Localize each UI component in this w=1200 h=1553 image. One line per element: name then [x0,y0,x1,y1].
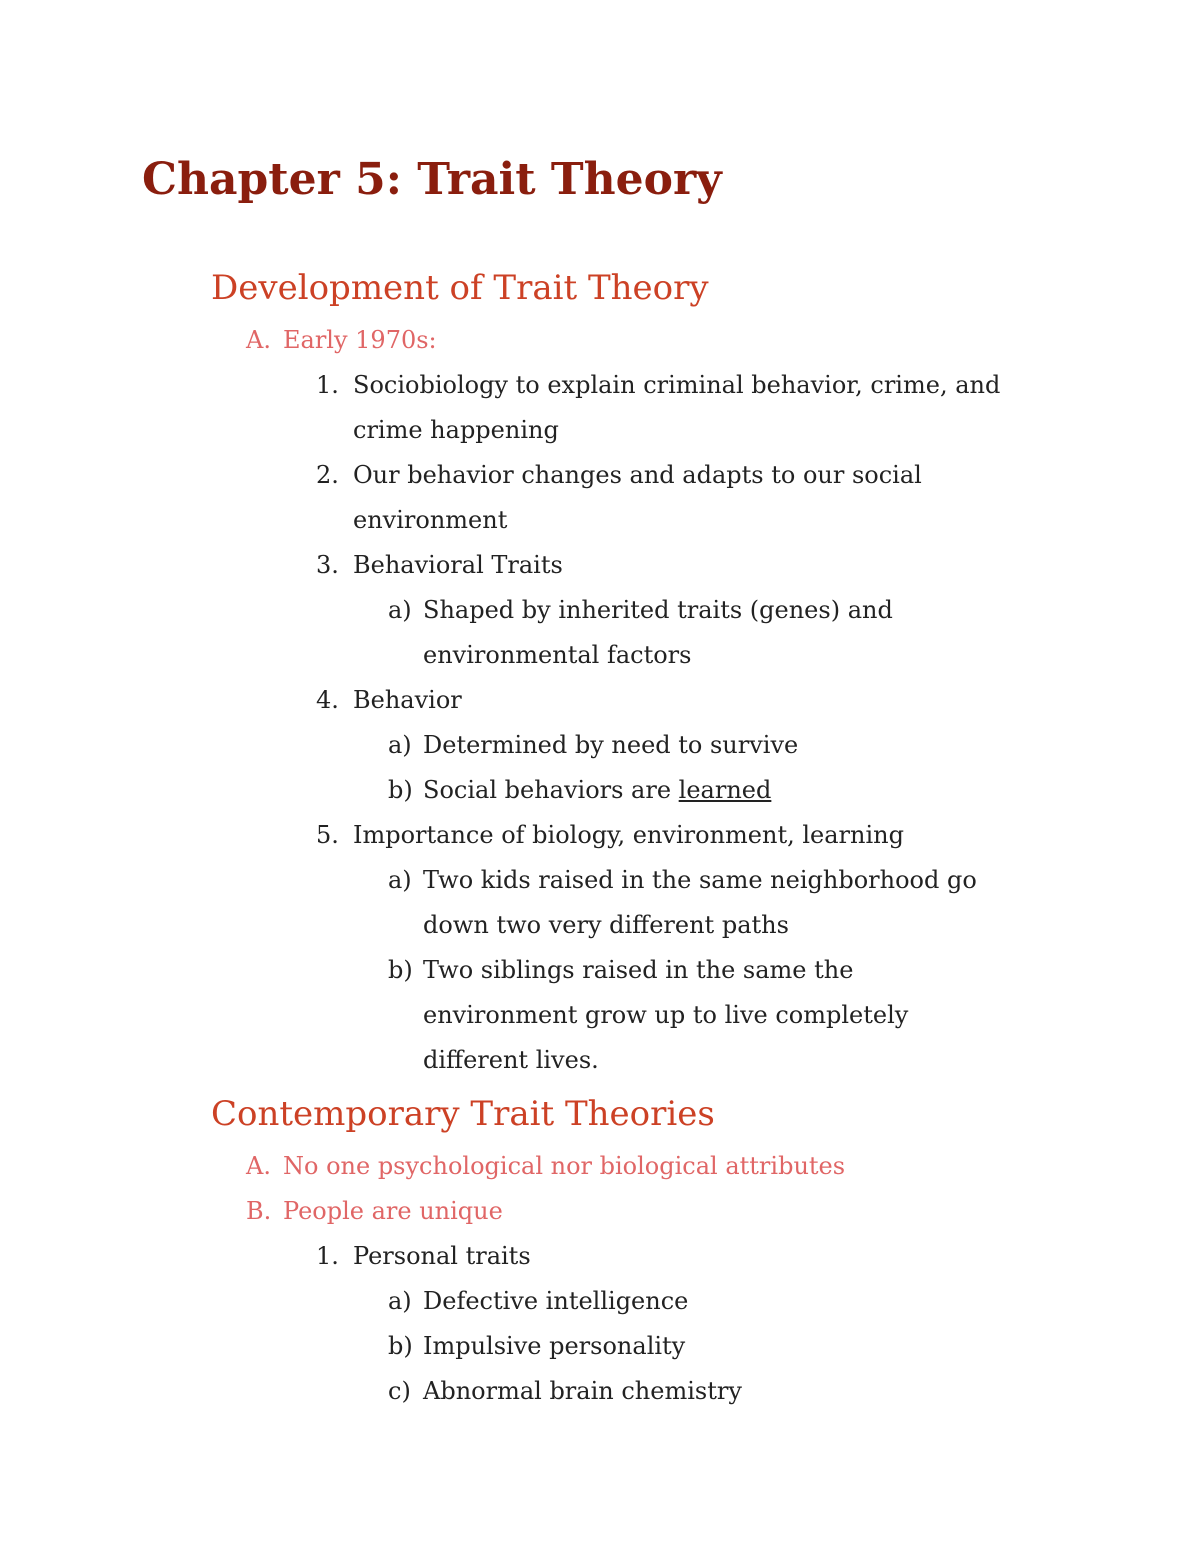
list-item-text: Sociobiology to explain criminal behavior, crime, and [353,371,1001,399]
list-marker: b) [388,956,413,984]
list-marker: a) [388,731,412,759]
list-marker: A. [246,1152,271,1180]
list-item-text-plain: Social behaviors are [423,776,679,804]
list-item-text: Behavioral Traits [353,551,563,579]
section-heading-text: Contemporary Trait Theories [211,1094,715,1134]
page-title: Chapter 5: Trait Theory [142,154,722,205]
list-item-text: Early 1970s: [283,326,437,354]
list-item-text: Two siblings raised in the same the [423,956,854,984]
list-marker: 2. [316,461,339,489]
list-marker: b) [388,776,413,804]
list-item-text: Personal traits [353,1242,531,1270]
section-heading-text: Development of Trait Theory [211,268,709,308]
list-marker: c) [388,1377,411,1405]
list-item-text: No one psychological nor biological attributes [283,1152,846,1180]
list-marker: a) [388,866,412,894]
list-marker: 4. [316,686,339,714]
list-item-text: Our behavior changes and adapts to our social [353,461,922,489]
list-item-text: down two very different paths [423,911,789,939]
list-item-text [423,768,771,813]
list-item-text: Shaped by inherited traits (genes) and [423,596,893,624]
list-marker: B. [246,1197,272,1225]
list-marker: 1. [316,1242,339,1270]
list-item-text: Determined by need to survive [423,731,799,759]
list-item-text: environment grow up to live completely [423,1001,909,1029]
list-item-text: Abnormal brain chemistry [423,1377,742,1405]
list-item-text: Importance of biology, environment, learning [353,821,904,849]
list-marker: A. [246,326,271,354]
list-marker: 3. [316,551,339,579]
list-item-text: Defective intelligence [423,1287,689,1315]
list-marker: 5. [316,821,339,849]
list-item-text: crime happening [353,416,559,444]
list-item-text: Two kids raised in the same neighborhood go [423,866,977,894]
list-item-text: Impulsive personality [423,1332,686,1360]
list-marker: b) [388,1332,413,1360]
list-item-text: People are unique [283,1197,503,1225]
list-item-text: environment [353,506,508,534]
list-marker: a) [388,596,412,624]
list-item-text: Behavior [353,686,462,714]
list-item-text: environmental factors [423,641,692,669]
list-marker: a) [388,1287,412,1315]
underlined-word: learned [678,776,772,804]
list-item-text: different lives. [423,1046,599,1074]
list-marker: 1. [316,371,339,399]
